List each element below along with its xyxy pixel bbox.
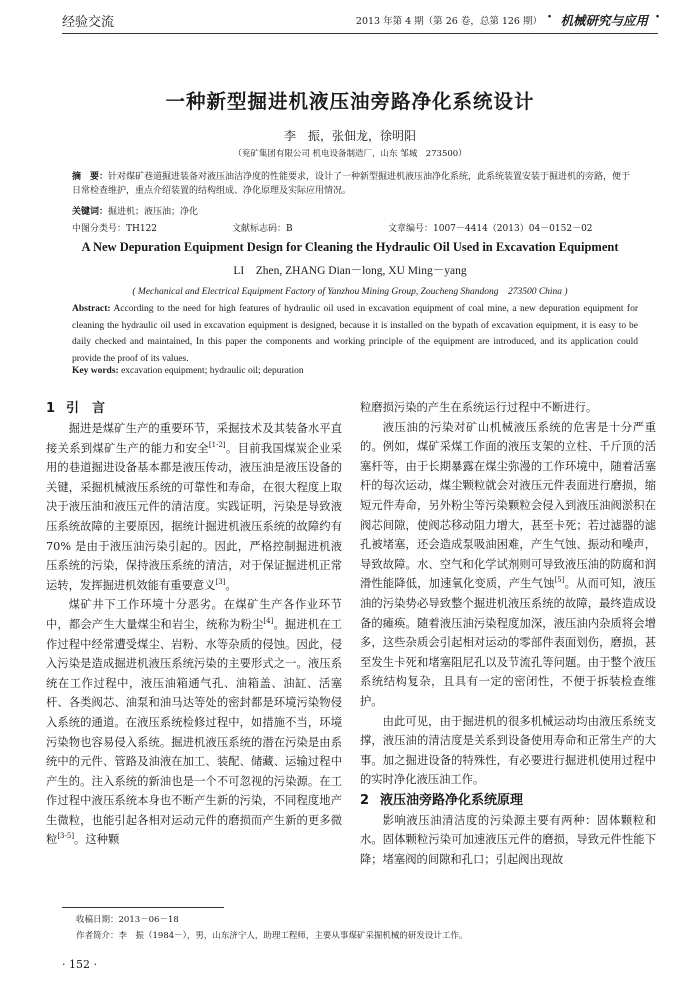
citation: [4] — [263, 617, 274, 626]
header-dot: · — [547, 9, 552, 25]
author-bio: 作者简介：李 振（1984－），男，山东济宁人，助理工程师，主要从事煤矿采掘机械的研发设计工作。 — [76, 931, 468, 941]
english-affiliation: ( Mechanical and Electrical Equipment Factory of Yanzhou Mining Group, Zoucheng Shandong 273500 China ) — [132, 287, 568, 297]
english-abstract-label: Abstract: — [72, 304, 111, 314]
citation: [1-2] — [208, 440, 226, 449]
received-date: 收稿日期：2013－06－18 — [76, 915, 179, 925]
issue-info: 2013 年第 4 期（第 26 卷，总第 126 期） — [355, 16, 542, 27]
english-abstract-text: According to the need for high features of hydraulic oil used in excavation equipment of coal mine, a new depuration equipment for cleaning the hydraulic oil used in excavation equipment is designed, because it is installed on the bypath of excavation equipment, it is easy to be daily checked and maintained, In this paper the components and working principle of the equipment are introduced, and its application could provide the proof of its values. — [72, 304, 638, 364]
body-paragraph: 煤矿井下工作环境十分恶劣。在煤矿生产各作业环节中，都会产生大量煤尘和岩尘，统称为粉尘[4]。掘进机在工作过程中经常遭受煤尘、岩粉、水等杂质的侵蚀。因此，侵入污染是造成掘进机液压系统污染的主要形式之一。液压系统在工作过程中，液压油箱通气孔、油箱盖、油缸、活塞杆、各类阀芯、油泵和油马达等处的密封都是环境污染物侵入系统的通道。在液压系统检修过程中，如措施不当，环境污染物也容易侵入系统。掘进机液压系统的潜在污染是由系统中的元件、管路及油液在加工、装配、储藏、运输过程中产生的。注入系统的新油也是一个不可忽视的污染源。在工作过程中液压系统本身也不断产生新的污染，不同程度地产生微粒，也能引起各相对运动元件的磨损而产生新的更多微粒[3-5]。这种颗 — [46, 598, 342, 847]
header-dot: · — [655, 9, 660, 25]
body-paragraph: 液压油的污染对矿山机械液压系统的危害是十分严重的。例如，煤矿采煤工作面的液压支架的立柱、千斤顶的活塞杆等，由于长期暴露在煤尘弥漫的工作环境中，随着活塞杆的每次运动，煤尘颗粒就会对液压元件表面进行磨损，缩短元件寿命，另外粉尘等污染颗粒会侵入到液压油阀淤积在阀芯间隙，使阀芯移动阻力增大，甚至卡死；若过滤器的滤孔被堵塞，还会造成泵吸油困难，产生气蚀、振动和噪声，导致故障。水、空气和化学试剂则可导致液压油的防腐和润滑性能降低，加速氧化变质，产生气蚀[5]。从而可知，液压油的污染势必导致整个掘进机液压系统的故障，最终造成设备的瘫痪。随着液压油污染程度加深，液压油内杂质将会增多，这些杂质会引起相对运动的零部件表面划伤，磨损，甚至发生卡死和堵塞阻尼孔以及节流孔等问题。由于整个液压系统结构复杂，且具有一定的密闭性，不便于拆装检查维护。 — [360, 420, 656, 708]
chinese-abstract — [72, 170, 638, 198]
english-keywords-text: excavation equipment; hydraulic oil; depuration — [118, 366, 304, 376]
running-header — [0, 0, 700, 32]
english-keywords-label: Key words: — [72, 366, 119, 376]
paper-title: 一种新型掘进机液压油旁路净化系统设计 — [165, 90, 535, 113]
abstract-text: 针对煤矿巷道掘进装备对液压油洁净度的性能要求，设计了一种新型掘进机液压油净化系统，此系统装置安装于掘进机的旁路，便于日常检查维护，重点介绍装置的结构组成、净化原理及实际应用情况。 — [72, 172, 631, 196]
affiliation: （兖矿集团有限公司 机电设备制造厂，山东 邹城 273500） — [233, 149, 467, 159]
keywords-text: 掘进机；液压油；净化 — [108, 207, 199, 217]
body-paragraph: 影响液压油清洁度的污染源主要有两种：固体颗粒和水。固体颗粒污染可加速液压元件的磨损，导致元件性能下降；堵塞阀的间隙和孔口；引起阀出现故 — [360, 813, 656, 867]
english-keywords — [72, 366, 304, 376]
body-paragraph: 由此可见，由于掘进机的很多机械运动均由液压系统支撑，液压油的清洁度是关系到设备使用寿命和正常生产的大事。加之掘进设备的特殊性，有必要进行掘进机使用过程中的实时净化液压油工作。 — [360, 714, 656, 787]
document-code: 文献标志码：B — [232, 224, 293, 234]
citation: [5] — [554, 576, 565, 585]
header-divider — [62, 33, 658, 34]
citation: [3-5] — [57, 832, 75, 841]
left-column — [46, 398, 342, 850]
body-paragraph: 粒磨损污染的产生在系统运行过程中不断进行。 — [360, 401, 598, 414]
citation: [3] — [215, 577, 226, 586]
page-number: · 152 · — [62, 958, 97, 971]
abstract-label: 摘 要： — [72, 172, 109, 182]
clc-number: 中图分类号：TH122 — [72, 224, 158, 234]
english-abstract — [72, 301, 638, 367]
chinese-keywords — [72, 204, 198, 217]
english-title: A New Depuration Equipment Design for Cleaning the Hydraulic Oil Used in Excavation Equipment — [81, 240, 619, 254]
section-heading: 2 液压油旁路净化系统原理 — [360, 792, 524, 808]
author-list: 李 振，张佃龙，徐明阳 — [283, 129, 416, 143]
body-paragraph: 掘进是煤矿生产的重要环节，采掘技术及其装备水平直接关系到煤矿生产的能力和安全[1-2]。目前我国煤炭企业采用的巷道掘进设备基本都是液压传动，液压油是液压设备的关键，采掘机械液压系统的可靠性和寿命，在很大程度上取决于液压油和液压元件的清洁度。实践证明，污染是导致液压系统故障的主要原因，据统计掘进机液压系统的故障约有 70% 是由于液压油污染引起的。因此，严格控制掘进机液压系统的污染，保持液压系统的清洁，对于保证掘进机正常运转，发挥掘进机效能有重要意义[3]。 — [46, 422, 342, 592]
magazine-name: 机械研究与应用 — [560, 13, 648, 28]
section-label: 经验交流 — [62, 15, 115, 30]
keywords-label: 关键词： — [72, 207, 109, 217]
section-heading: 1 引 言 — [46, 401, 106, 416]
footnote-divider — [62, 907, 224, 908]
right-column — [360, 398, 656, 870]
article-number: 文章编号：1007－4414（2013）04－0152－02 — [388, 224, 593, 234]
english-authors: LI Zhen, ZHANG Dian－long, XU Ming－yang — [233, 265, 467, 277]
